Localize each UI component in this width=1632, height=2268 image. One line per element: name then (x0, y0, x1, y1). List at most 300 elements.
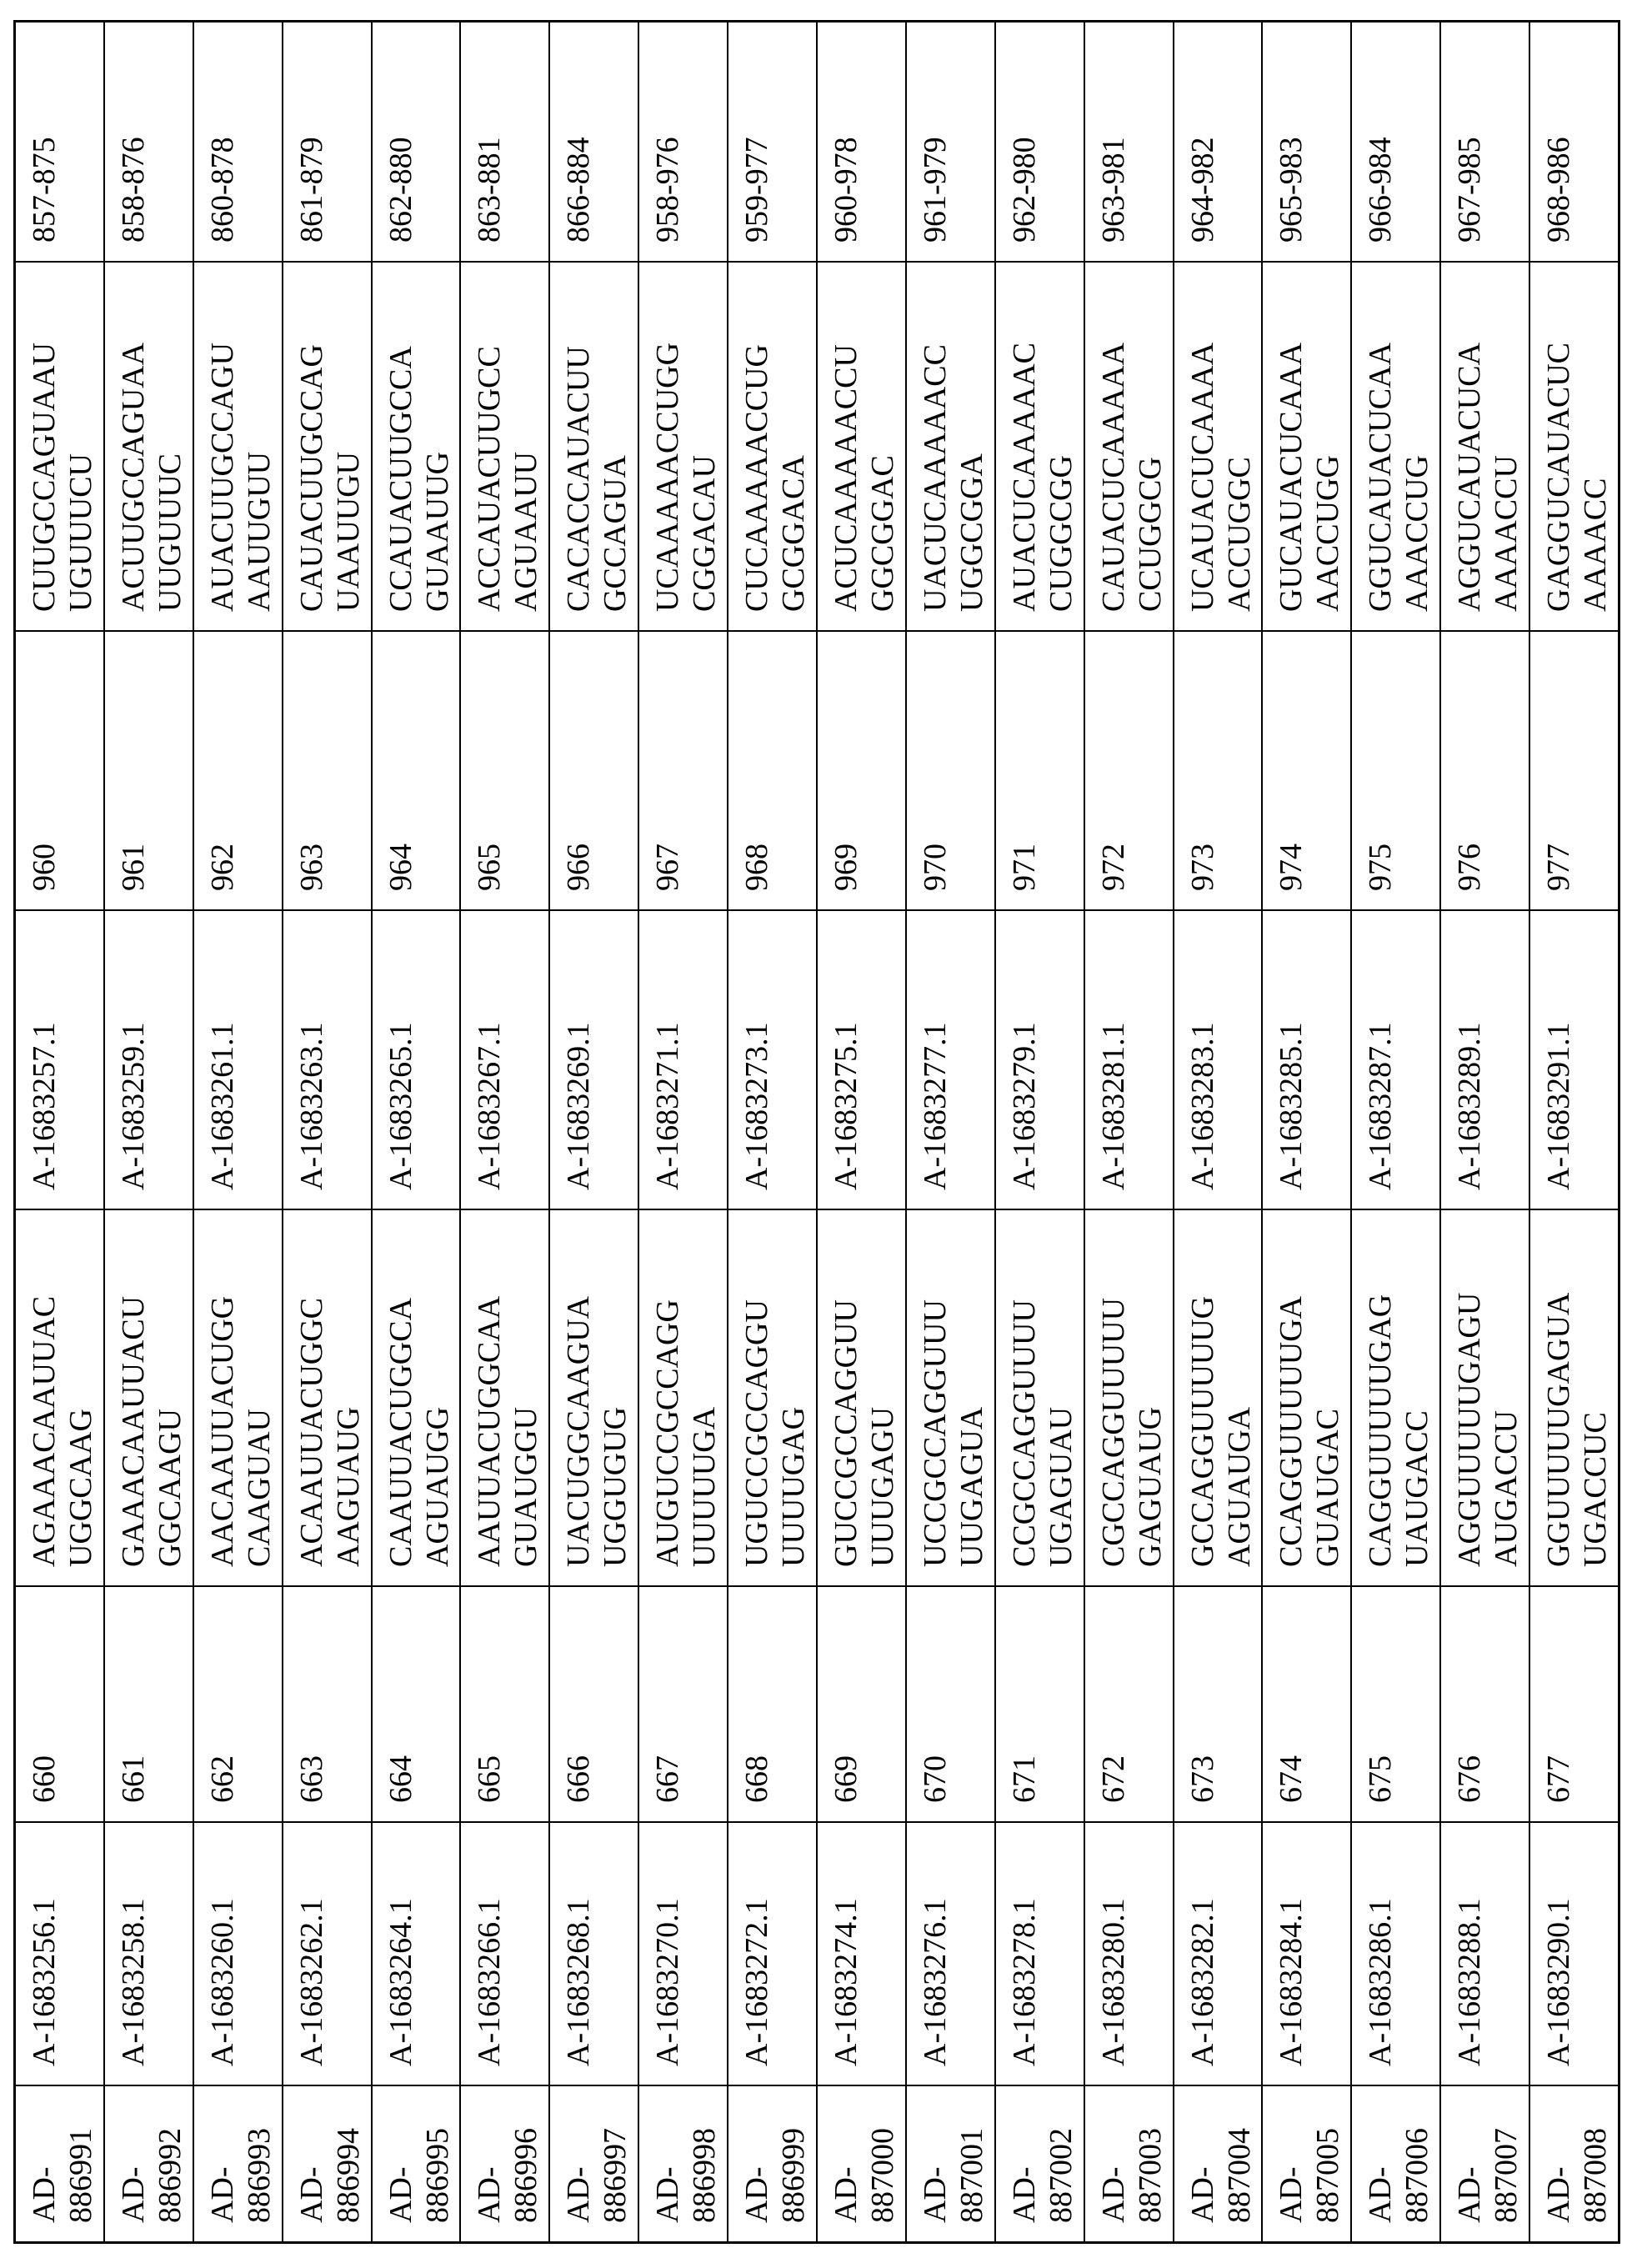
sense-sequence-text: GCCAGGUUUUUG AGUAUGA (1184, 1295, 1257, 1567)
duplex-id-cell (16, 2086, 103, 2241)
target-range-text: 860-878 (204, 137, 240, 243)
table-row (194, 23, 283, 2241)
target-range-text: 962-980 (1006, 137, 1042, 243)
target-range-cell (105, 23, 193, 263)
antisense-oligo-id-cell (461, 911, 548, 1210)
sense-sequence-cell (818, 1210, 905, 1587)
antisense-seq-id-cell (728, 632, 816, 911)
table-row (1174, 23, 1264, 2241)
sense-sequence-cell (907, 1210, 994, 1587)
antisense-seq-id-cell (16, 632, 103, 911)
antisense-sequence-cell (728, 263, 816, 632)
antisense-oligo-id-text: A-1683283.1 (1184, 1022, 1220, 1190)
sense-sequence-cell (1352, 1210, 1439, 1587)
antisense-sequence-text: GAGGUCAUACUC AAAACC (1541, 342, 1614, 612)
sense-oligo-id-text: A-1683282.1 (1184, 1898, 1220, 2066)
target-range-cell (907, 23, 994, 263)
table-row (283, 23, 373, 2241)
antisense-oligo-id-cell (907, 911, 994, 1210)
antisense-sequence-text: GUCAUACUCAAA AACCUGG (1274, 342, 1346, 612)
antisense-sequence-text: ACCAUACUUGCC AGUAAUU (472, 346, 544, 612)
target-range-cell (1174, 23, 1262, 263)
antisense-oligo-id-text: A-1683257.1 (27, 1022, 62, 1190)
sense-sequence-text: UGUCCGCCAGGU UUUUGAG (739, 1299, 812, 1567)
duplex-id-cell (818, 2086, 905, 2241)
duplex-id-text: AD- 887004 (1184, 2128, 1257, 2223)
duplex-id-text: AD- 887000 (829, 2128, 901, 2223)
antisense-oligo-id-cell (16, 911, 103, 1210)
sense-sequence-cell (283, 1210, 371, 1587)
antisense-sequence-cell (639, 263, 727, 632)
antisense-seq-id-text: 972 (1095, 844, 1131, 891)
antisense-seq-id-text: 969 (829, 844, 864, 891)
antisense-oligo-id-cell (728, 911, 816, 1210)
table-row (550, 23, 639, 2241)
table-row (461, 23, 550, 2241)
antisense-seq-id-text: 975 (1363, 844, 1399, 891)
target-range-text: 958-976 (650, 137, 686, 243)
duplex-id-cell (194, 2086, 282, 2241)
sense-sequence-text: ACAAUUACUGGC AAGUAUG (293, 1297, 366, 1567)
sense-seq-id-text: 660 (27, 1755, 62, 1803)
sense-oligo-id-text: A-1683276.1 (917, 1898, 953, 2066)
duplex-id-text: AD- 887003 (1095, 2128, 1168, 2223)
duplex-id-cell (728, 2086, 816, 2241)
duplex-id-text: AD- 886995 (383, 2128, 455, 2223)
antisense-seq-id-cell (639, 632, 727, 911)
sense-seq-id-text: 662 (204, 1755, 240, 1803)
sense-oligo-id-cell (194, 1823, 282, 2086)
sense-seq-id-cell (105, 1587, 193, 1823)
antisense-oligo-id-text: A-1683277.1 (917, 1022, 953, 1190)
sense-sequence-cell (639, 1210, 727, 1587)
target-range-text: 966-984 (1363, 137, 1399, 243)
target-range-cell (373, 23, 460, 263)
sense-oligo-id-text: A-1683258.1 (115, 1898, 151, 2066)
antisense-sequence-cell (1441, 263, 1529, 632)
antisense-oligo-id-text: A-1683275.1 (829, 1022, 864, 1190)
sense-sequence-cell (550, 1210, 638, 1587)
duplex-id-cell (1352, 2086, 1439, 2241)
antisense-seq-id-cell (907, 632, 994, 911)
target-range-cell (461, 23, 548, 263)
duplex-id-text: AD- 886996 (472, 2128, 544, 2223)
antisense-seq-id-cell (1263, 632, 1350, 911)
target-range-text: 964-982 (1184, 137, 1220, 243)
target-range-text: 961-979 (917, 137, 953, 243)
sense-oligo-id-text: A-1683280.1 (1095, 1898, 1131, 2066)
antisense-oligo-id-text: A-1683267.1 (472, 1022, 508, 1190)
sense-sequence-text: AACAAUUACUGG CAAGUAU (204, 1295, 277, 1567)
sense-sequence-text: GUCCGCCAGGUU UUUGAGU (829, 1299, 901, 1567)
table-row (1530, 23, 1618, 2241)
sense-seq-id-cell (1263, 1587, 1350, 1823)
target-range-text: 862-880 (383, 137, 418, 243)
duplex-id-cell (373, 2086, 460, 2241)
duplex-id-cell (461, 2086, 548, 2241)
sense-sequence-cell (16, 1210, 103, 1587)
sense-seq-id-text: 674 (1274, 1755, 1309, 1803)
antisense-seq-id-text: 967 (650, 844, 686, 891)
table-row (728, 23, 818, 2241)
duplex-id-text: AD- 887007 (1452, 2128, 1524, 2223)
target-range-cell (1085, 23, 1173, 263)
antisense-seq-id-text: 968 (739, 844, 775, 891)
sense-sequence-cell (728, 1210, 816, 1587)
antisense-seq-id-cell (818, 632, 905, 911)
sense-oligo-id-text: A-1683262.1 (293, 1898, 329, 2066)
table-row (105, 23, 194, 2241)
sense-seq-id-text: 670 (917, 1755, 953, 1803)
sense-sequence-text: CAGGUUUUUGAG UAUGACC (1363, 1294, 1435, 1567)
sense-oligo-id-text: A-1683284.1 (1274, 1898, 1309, 2066)
sense-oligo-id-text: A-1683288.1 (1452, 1898, 1488, 2066)
sense-oligo-id-text: A-1683274.1 (829, 1898, 864, 2066)
duplex-id-text: AD- 887008 (1541, 2128, 1614, 2223)
antisense-oligo-id-cell (550, 911, 638, 1210)
sense-oligo-id-text: A-1683290.1 (1541, 1898, 1577, 2066)
sense-oligo-id-cell (1085, 1823, 1173, 2086)
antisense-oligo-id-cell (818, 911, 905, 1210)
duplex-id-text: AD- 887006 (1363, 2128, 1435, 2223)
sense-seq-id-text: 672 (1095, 1755, 1131, 1803)
antisense-seq-id-text: 973 (1184, 844, 1220, 891)
sense-seq-id-text: 675 (1363, 1755, 1399, 1803)
target-range-text: 960-978 (829, 137, 864, 243)
target-range-cell (550, 23, 638, 263)
sense-seq-id-cell (194, 1587, 282, 1823)
antisense-oligo-id-cell (194, 911, 282, 1210)
antisense-sequence-cell (550, 263, 638, 632)
sense-oligo-id-cell (373, 1823, 460, 2086)
antisense-oligo-id-text: A-1683261.1 (204, 1022, 240, 1190)
duplex-id-text: AD- 886993 (204, 2128, 277, 2223)
sense-sequence-text: AUGUCCGCCAGG UUUUUGA (650, 1299, 723, 1567)
sense-seq-id-cell (1085, 1587, 1173, 1823)
sense-oligo-id-text: A-1683256.1 (27, 1898, 62, 2066)
sense-oligo-id-cell (818, 1823, 905, 2086)
duplex-id-text: AD- 887005 (1274, 2128, 1346, 2223)
sense-seq-id-text: 673 (1184, 1755, 1220, 1803)
sense-sequence-text: CCAGGUUUUUGA GUAUGAC (1274, 1295, 1346, 1567)
antisense-oligo-id-cell (1352, 911, 1439, 1210)
table-row (1085, 23, 1174, 2241)
duplex-id-cell (1263, 2086, 1350, 2241)
antisense-sequence-text: CUCAAAAACCUG GCGGACA (739, 344, 812, 612)
duplex-id-cell (1441, 2086, 1529, 2241)
antisense-sequence-text: UACUCAAAAACC UGGCGGA (917, 344, 989, 612)
sense-oligo-id-cell (639, 1823, 727, 2086)
sense-seq-id-text: 669 (829, 1755, 864, 1803)
antisense-oligo-id-cell (1085, 911, 1173, 1210)
antisense-oligo-id-cell (1174, 911, 1262, 1210)
sense-oligo-id-text: A-1683278.1 (1006, 1898, 1042, 2066)
duplex-id-cell (907, 2086, 994, 2241)
table-row (639, 23, 728, 2241)
sense-oligo-id-cell (1352, 1823, 1439, 2086)
sense-seq-id-text: 664 (383, 1755, 418, 1803)
antisense-sequence-text: ACUCAAAAACCU GGCGGAC (829, 344, 901, 612)
antisense-seq-id-cell (1352, 632, 1439, 911)
sense-seq-id-cell (639, 1587, 727, 1823)
sense-sequence-text: AGAAACAAUUAC UGGCAAG (27, 1295, 98, 1567)
table-row (1263, 23, 1352, 2241)
antisense-oligo-id-text: A-1683271.1 (650, 1022, 686, 1190)
target-range-cell (639, 23, 727, 263)
antisense-oligo-id-text: A-1683263.1 (293, 1022, 329, 1190)
antisense-sequence-text: UCAUACUCAAAA ACCUGGC (1184, 342, 1257, 612)
antisense-sequence-text: CACACCAUACUU GCCAGUA (561, 346, 633, 612)
sense-seq-id-cell (818, 1587, 905, 1823)
duplex-id-cell (639, 2086, 727, 2241)
antisense-oligo-id-text: A-1683281.1 (1095, 1022, 1131, 1190)
antisense-sequence-text: GGUCAUACUCAA AAACCUG (1363, 342, 1435, 612)
antisense-oligo-id-text: A-1683265.1 (383, 1022, 418, 1190)
antisense-oligo-id-cell (373, 911, 460, 1210)
antisense-oligo-id-text: A-1683279.1 (1006, 1022, 1042, 1190)
target-range-cell (283, 23, 371, 263)
target-range-text: 861-879 (293, 137, 329, 243)
sense-seq-id-text: 666 (561, 1755, 597, 1803)
antisense-sequence-text: UCAAAAACCUGG CGGACAU (650, 342, 723, 612)
antisense-sequence-text: CAUACUCAAAAA CCUGGCG (1095, 342, 1168, 612)
duplex-id-cell (1174, 2086, 1262, 2241)
antisense-oligo-id-cell (1530, 911, 1618, 1210)
antisense-oligo-id-text: A-1683285.1 (1274, 1022, 1309, 1190)
antisense-seq-id-cell (1441, 632, 1529, 911)
target-range-cell (16, 23, 103, 263)
sense-sequence-cell (1530, 1210, 1618, 1587)
duplex-id-cell (996, 2086, 1084, 2241)
antisense-sequence-cell (818, 263, 905, 632)
antisense-sequence-text: AGGUCAUACUCA AAAACCU (1452, 342, 1524, 612)
duplex-id-cell (105, 2086, 193, 2241)
antisense-oligo-id-text: A-1683289.1 (1452, 1022, 1488, 1190)
sense-seq-id-text: 668 (739, 1755, 775, 1803)
sense-seq-id-cell (550, 1587, 638, 1823)
antisense-seq-id-text: 976 (1452, 844, 1488, 891)
sense-seq-id-cell (728, 1587, 816, 1823)
sense-oligo-id-cell (1441, 1823, 1529, 2086)
antisense-sequence-text: CAUACUUGCCAG UAAUUGU (293, 344, 366, 612)
sense-sequence-text: CGCCAGGUUUUU GAGUAUG (1095, 1297, 1168, 1567)
duplex-id-text: AD- 886994 (293, 2128, 366, 2223)
sense-seq-id-cell (1441, 1587, 1529, 1823)
duplex-id-cell (1085, 2086, 1173, 2241)
sense-seq-id-text: 661 (115, 1755, 151, 1803)
antisense-sequence-cell (1530, 263, 1618, 632)
target-range-cell (194, 23, 282, 263)
sense-sequence-text: AAUUACUGGCAA GUAUGGU (472, 1295, 544, 1567)
antisense-seq-id-cell (996, 632, 1084, 911)
antisense-seq-id-text: 965 (472, 844, 508, 891)
sense-oligo-id-cell (550, 1823, 638, 2086)
antisense-sequence-text: CCAUACUUGCCA GUAAUUG (383, 346, 455, 612)
antisense-seq-id-cell (373, 632, 460, 911)
sense-seq-id-cell (283, 1587, 371, 1823)
antisense-sequence-text: CUUGCCAGUAAU UGUUUCU (27, 342, 98, 612)
antisense-seq-id-cell (1085, 632, 1173, 911)
antisense-seq-id-text: 960 (27, 844, 62, 891)
sense-seq-id-cell (907, 1587, 994, 1823)
sense-oligo-id-cell (907, 1823, 994, 2086)
target-range-text: 866-884 (561, 137, 597, 243)
sense-oligo-id-text: A-1683266.1 (472, 1898, 508, 2066)
antisense-sequence-cell (1085, 263, 1173, 632)
antisense-seq-id-cell (461, 632, 548, 911)
sense-sequence-cell (996, 1210, 1084, 1587)
sense-oligo-id-text: A-1683286.1 (1363, 1898, 1399, 2066)
sense-seq-id-text: 667 (650, 1755, 686, 1803)
antisense-oligo-id-cell (639, 911, 727, 1210)
antisense-sequence-cell (16, 263, 103, 632)
antisense-sequence-cell (1174, 263, 1262, 632)
sense-sequence-text: CAAUUACUGGCA AGUAUGG (383, 1297, 455, 1567)
sense-sequence-text: UCCGCCAGGUUU UUGAGUA (917, 1299, 989, 1567)
sense-sequence-cell (105, 1210, 193, 1587)
antisense-oligo-id-cell (1441, 911, 1529, 1210)
duplex-id-text: AD- 887002 (1006, 2128, 1079, 2223)
target-range-text: 963-981 (1095, 137, 1131, 243)
antisense-sequence-cell (105, 263, 193, 632)
duplex-id-text: AD- 886992 (115, 2128, 188, 2223)
sense-oligo-id-cell (1530, 1823, 1618, 2086)
antisense-seq-id-cell (194, 632, 282, 911)
sense-oligo-id-text: A-1683272.1 (739, 1898, 775, 2066)
target-range-text: 967-985 (1452, 137, 1488, 243)
antisense-seq-id-cell (1174, 632, 1262, 911)
duplex-id-text: AD- 886997 (561, 2128, 633, 2223)
table-row (996, 23, 1085, 2241)
sense-seq-id-cell (373, 1587, 460, 1823)
antisense-seq-id-text: 974 (1274, 844, 1309, 891)
antisense-seq-id-cell (105, 632, 193, 911)
antisense-oligo-id-cell (996, 911, 1084, 1210)
sense-seq-id-cell (1352, 1587, 1439, 1823)
duplex-id-cell (1530, 2086, 1618, 2241)
sense-oligo-id-cell (1174, 1823, 1262, 2086)
target-range-text: 857-875 (27, 137, 62, 243)
sense-oligo-id-cell (728, 1823, 816, 2086)
antisense-sequence-cell (996, 263, 1084, 632)
antisense-seq-id-cell (283, 632, 371, 911)
duplex-id-cell (550, 2086, 638, 2241)
antisense-sequence-cell (1263, 263, 1350, 632)
sense-seq-id-text: 671 (1006, 1755, 1042, 1803)
sense-seq-id-cell (16, 1587, 103, 1823)
sense-oligo-id-cell (1263, 1823, 1350, 2086)
sense-oligo-id-cell (461, 1823, 548, 2086)
sense-sequence-text: GAAACAAUUACU GGCAAGU (115, 1295, 188, 1567)
table-row (818, 23, 907, 2241)
antisense-sequence-text: ACUUGCCAGUAA UUGUUUC (115, 342, 188, 612)
sense-seq-id-text: 665 (472, 1755, 508, 1803)
antisense-oligo-id-text: A-1683291.1 (1541, 1022, 1577, 1190)
sense-sequence-cell (1085, 1210, 1173, 1587)
sense-oligo-id-text: A-1683264.1 (383, 1898, 418, 2066)
antisense-seq-id-text: 977 (1541, 844, 1577, 891)
sense-seq-id-cell (1174, 1587, 1262, 1823)
antisense-seq-id-cell (1530, 632, 1618, 911)
antisense-oligo-id-cell (105, 911, 193, 1210)
sense-seq-id-cell (461, 1587, 548, 1823)
sense-seq-id-text: 663 (293, 1755, 329, 1803)
target-range-text: 968-986 (1541, 137, 1577, 243)
antisense-oligo-id-cell (283, 911, 371, 1210)
sirna-duplex-table (13, 20, 1620, 2244)
table-row (1352, 23, 1441, 2241)
table-row (373, 23, 462, 2241)
sense-oligo-id-text: A-1683260.1 (204, 1898, 240, 2066)
target-range-cell (818, 23, 905, 263)
sense-sequence-cell (1263, 1210, 1350, 1587)
sense-sequence-text: CCGCCAGGUUUU UGAGUAU (1006, 1299, 1079, 1567)
sense-sequence-cell (461, 1210, 548, 1587)
antisense-seq-id-cell (550, 632, 638, 911)
antisense-oligo-id-text: A-1683269.1 (561, 1022, 597, 1190)
antisense-seq-id-text: 971 (1006, 844, 1042, 891)
antisense-seq-id-text: 970 (917, 844, 953, 891)
target-range-text: 965-983 (1274, 137, 1309, 243)
antisense-seq-id-text: 966 (561, 844, 597, 891)
antisense-seq-id-text: 961 (115, 844, 151, 891)
antisense-seq-id-text: 962 (204, 844, 240, 891)
table-row (16, 23, 105, 2241)
antisense-sequence-text: AUACUCAAAAAC CUGGCGG (1006, 342, 1079, 612)
sense-sequence-text: AGGUUUUUGAGU AUGACCU (1452, 1292, 1524, 1567)
sense-sequence-cell (1441, 1210, 1529, 1587)
antisense-sequence-cell (283, 263, 371, 632)
sense-oligo-id-cell (283, 1823, 371, 2086)
sense-sequence-cell (373, 1210, 460, 1587)
duplex-id-text: AD- 887001 (917, 2128, 989, 2223)
sense-oligo-id-text: A-1683270.1 (650, 1898, 686, 2066)
sense-seq-id-text: 677 (1541, 1755, 1577, 1803)
target-range-cell (1441, 23, 1529, 263)
antisense-sequence-cell (907, 263, 994, 632)
target-range-cell (1530, 23, 1618, 263)
sense-sequence-text: UACUGGCAAGUA UGGUGUG (561, 1295, 633, 1567)
sense-oligo-id-cell (105, 1823, 193, 2086)
antisense-sequence-cell (461, 263, 548, 632)
sense-sequence-cell (1174, 1210, 1262, 1587)
table-row (1441, 23, 1530, 2241)
target-range-cell (728, 23, 816, 263)
target-range-cell (1263, 23, 1350, 263)
antisense-sequence-cell (194, 263, 282, 632)
antisense-oligo-id-text: A-1683287.1 (1363, 1022, 1399, 1190)
sense-seq-id-cell (1530, 1587, 1618, 1823)
antisense-sequence-cell (1352, 263, 1439, 632)
sense-oligo-id-cell (16, 1823, 103, 2086)
sense-sequence-cell (194, 1210, 282, 1587)
target-range-text: 959-977 (739, 137, 775, 243)
target-range-text: 863-881 (472, 137, 508, 243)
antisense-seq-id-text: 964 (383, 844, 418, 891)
sense-oligo-id-cell (996, 1823, 1084, 2086)
duplex-id-text: AD- 886998 (650, 2128, 723, 2223)
table-row (907, 23, 996, 2241)
target-range-text: 858-876 (115, 137, 151, 243)
sense-oligo-id-text: A-1683268.1 (561, 1898, 597, 2066)
antisense-seq-id-text: 963 (293, 844, 329, 891)
antisense-oligo-id-text: A-1683259.1 (115, 1022, 151, 1190)
target-range-cell (996, 23, 1084, 263)
sense-sequence-text: GGUUUUUGAGUA UGACCUC (1541, 1292, 1614, 1567)
antisense-sequence-cell (373, 263, 460, 632)
antisense-oligo-id-text: A-1683273.1 (739, 1022, 775, 1190)
duplex-id-cell (283, 2086, 371, 2241)
